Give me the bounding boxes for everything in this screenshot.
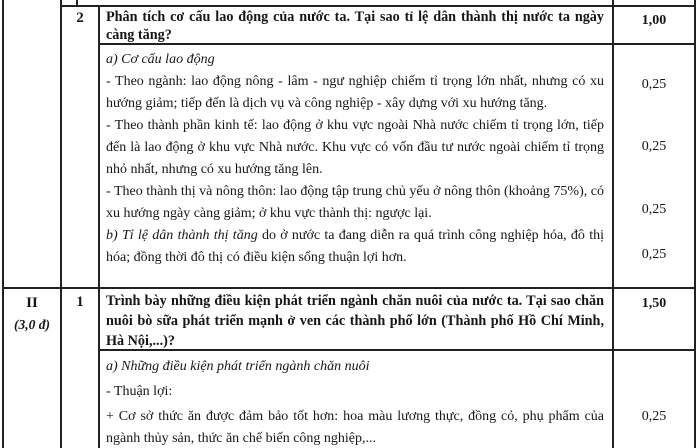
question2-points: 1,00: [641, 13, 667, 28]
section2-roman: II: [26, 295, 38, 311]
section2-cell: [4, 293, 60, 335]
answer-paragraph-thanh-phan: - Theo thành phần kinh tế: lao động ở khu vực ngoài Nhà nước chiếm tỉ trọng lớn, tiếp đến là lao động ở khu vực Nhà nước. Khu vực có vốn đầu tư nước ngoài chiếm tỉ trọng nhỏ nhất, nhưng có xu hướng tăng lên.: [106, 118, 604, 177]
question1-points: 1,50: [641, 296, 667, 311]
answer-paragraph-a2: a) Những điều kiện phát triển ngành chăn nuôi: [106, 359, 370, 374]
table-border-col1-col2: [60, 0, 62, 448]
points-co-so-thuc-an: 0,25: [641, 409, 667, 424]
table-border-col3-col4: [612, 0, 614, 448]
table-border-col2-col3: [98, 5, 100, 448]
answer-paragraph-thanh-thi: - Theo thành thị và nông thôn: lao động tập trung chủ yếu ở nông thôn (khoảng 75%), có xu hướng ngày càng giảm; ở khu vực thành thị: ngược lại.: [106, 184, 604, 221]
table-border-section2-top: [2, 287, 696, 289]
question2-answer-block: [106, 49, 604, 269]
table-border-left: [2, 0, 4, 448]
answer-paragraph-co-so-thuc-an: + Cơ sở thức ăn được đảm bảo tốt hơn: hoa màu lương thực, đồng cỏ, phụ phẩm của ngành thủy sản, thức ăn chế biến công nghiệp,...: [106, 409, 604, 446]
answer-paragraph-b-rest: do ở nước ta đang diễn ra quá trình công nghiệp hóa, đô thị hóa; đồng thời đô thị có điều kiện sống thuận lợi hơn.: [106, 228, 604, 265]
answer-paragraph-nganh: - Theo ngành: lao động nông - lâm - ngư nghiệp chiếm tỉ trọng lớn nhất, nhưng có xu hướng giảm; tiếp đến là dịch vụ và công nghiệp - xây dựng với xu hướng tăng.: [106, 74, 604, 111]
question1-number: 1: [76, 294, 84, 310]
answer-paragraph-a: a) Cơ cấu lao động: [106, 52, 215, 67]
question2-text: Phân tích cơ cấu lao động của nước ta. Tại sao tỉ lệ dân thành thị nước ta ngày càng tăng?: [106, 9, 604, 43]
section2-total-points: (3,0 đ): [14, 317, 50, 332]
answer-paragraph-b: [106, 225, 604, 269]
question2-number: 2: [76, 10, 84, 26]
answer-paragraph-thuan-loi: - Thuận lợi:: [106, 384, 173, 399]
question1-answer-block: [106, 356, 604, 448]
points-thanh-phan: 0,25: [641, 139, 667, 154]
table-border-top-question2: [60, 5, 696, 7]
answer-paragraph-b-lead: b) Tỉ lệ dân thành thị tăng: [106, 228, 258, 243]
points-thanh-thi: 0,25: [641, 202, 667, 217]
points-b: 0,25: [641, 247, 667, 262]
question1-text: Trình bày những điều kiện phát triển ngành chăn nuôi của nước ta. Tại sao chăn nuôi bò sữa phát triển mạnh ở ven các thành phố lớn (Thành phố Hồ Chí Minh, Hà Nội,...)?: [106, 293, 604, 349]
table-border-right: [694, 0, 696, 448]
points-nganh: 0,25: [641, 77, 667, 92]
